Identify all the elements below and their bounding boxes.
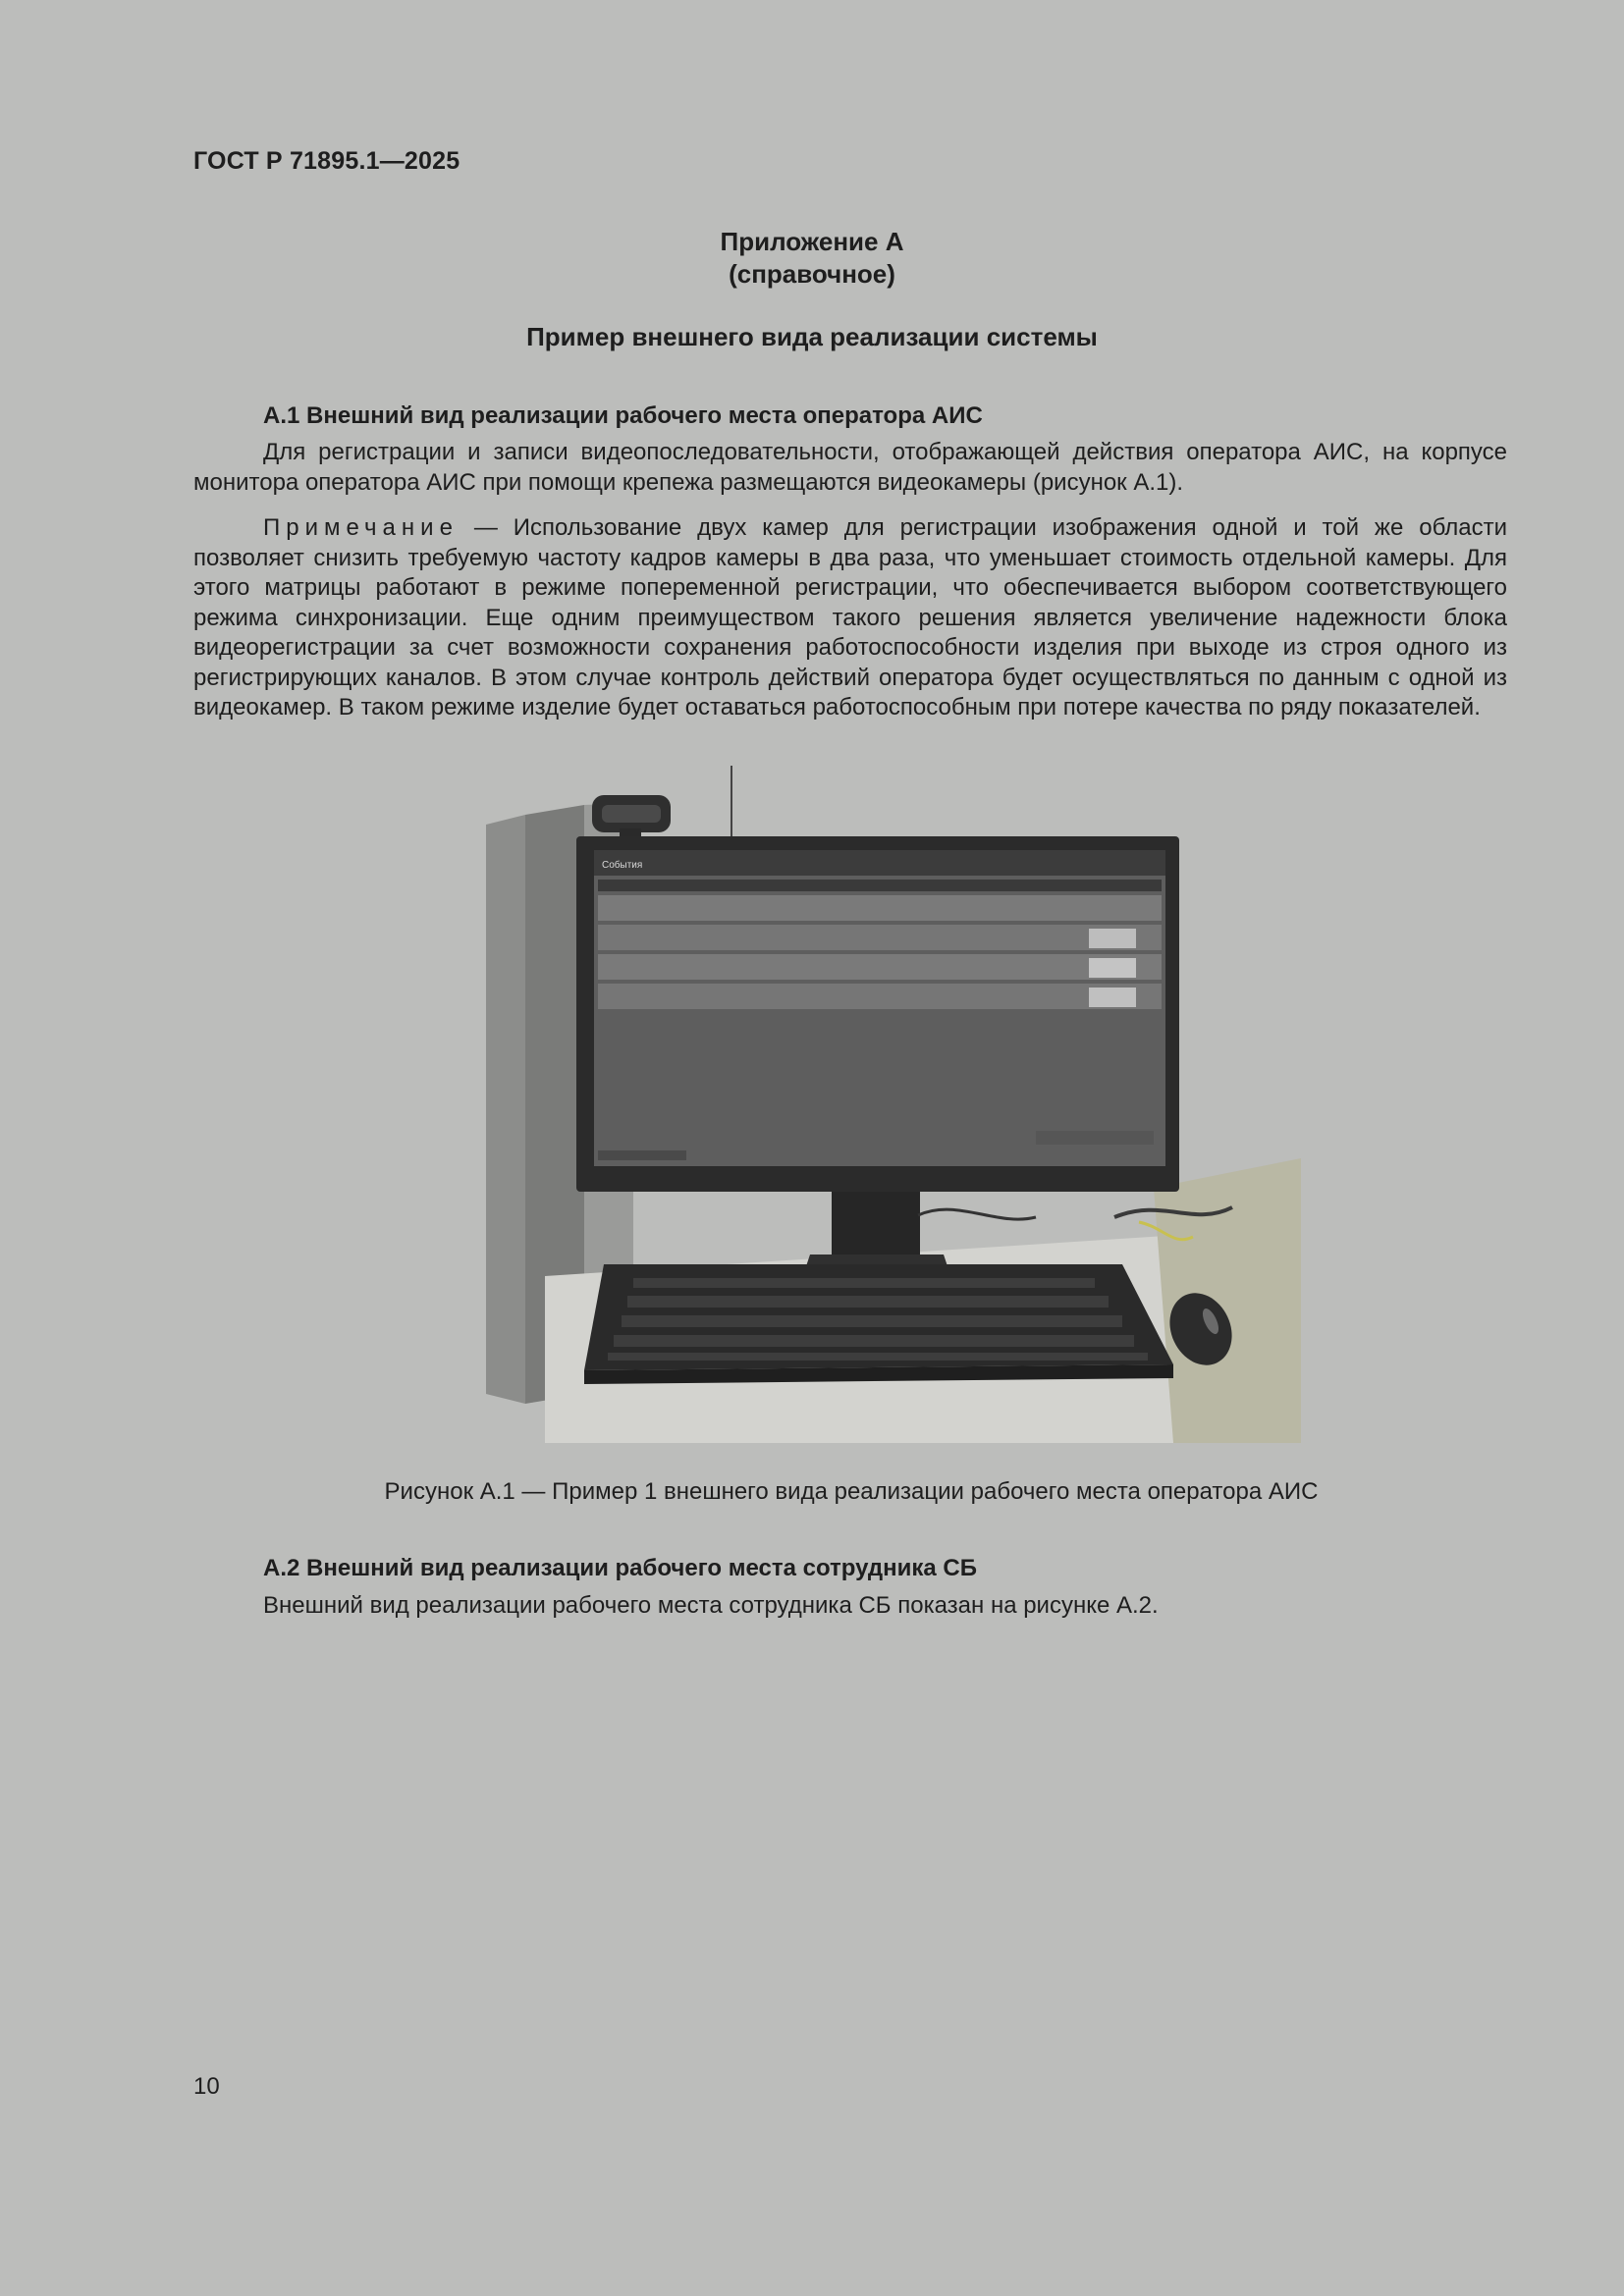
paragraph-a2: Внешний вид реализации рабочего места сотрудника СБ показан на рисунке А.2.	[263, 1592, 1159, 1619]
section-heading-a2: А.2 Внешний вид реализации рабочего места сотрудника СБ	[263, 1555, 977, 1581]
workstation-photo	[486, 766, 1301, 1443]
monitor	[576, 836, 1179, 1192]
paragraph-a1: Для регистрации и записи видеопоследовательности, отображающей действия оператора АИС, на корпусе монитора оператора АИС при помощи крепежа размещаются видеокамеры (рисунок А.1).	[193, 439, 1507, 496]
appendix-label-block	[0, 226, 1624, 291]
appendix-label: Приложение А	[720, 227, 904, 256]
appendix-kind: (справочное)	[729, 259, 895, 289]
note-paragraph	[193, 513, 1507, 723]
note-text: — Использование двух камер для регистрации изображения одной и той же области позволяет снизить требуемую частоту кадров камеры в два раза, что уменьшает стоимость отдельной камеры. Для этого матрицы работают в режиме попеременной регистрации, что обеспечивается выбором соответствующего режима синхронизации. Еще одним преимуществом такого решения является увеличение надежности блока видеорегистрации за счет возможности сохранения работоспособности изделия при выходе из строя одного из регистрирующих каналов. В этом случае контроль действий оператора будет осуществляться по данным с одной из видеокамер. В таком режиме изделие будет оставаться работоспособным при потере качества по ряду показателей.	[193, 514, 1507, 721]
figure-caption: Рисунок А.1 — Пример 1 внешнего вида реализации рабочего места оператора АИС	[384, 1478, 1319, 1505]
page-number: 10	[193, 2073, 220, 2100]
section-heading-a1: А.1 Внешний вид реализации рабочего места оператора АИС	[263, 402, 983, 429]
screen-title: События	[602, 860, 643, 871]
keyboard	[584, 1264, 1173, 1384]
note-label: Примечание	[263, 514, 459, 541]
appendix-title: Пример внешнего вида реализации системы	[526, 322, 1098, 351]
document-code: ГОСТ Р 71895.1—2025	[193, 147, 460, 175]
